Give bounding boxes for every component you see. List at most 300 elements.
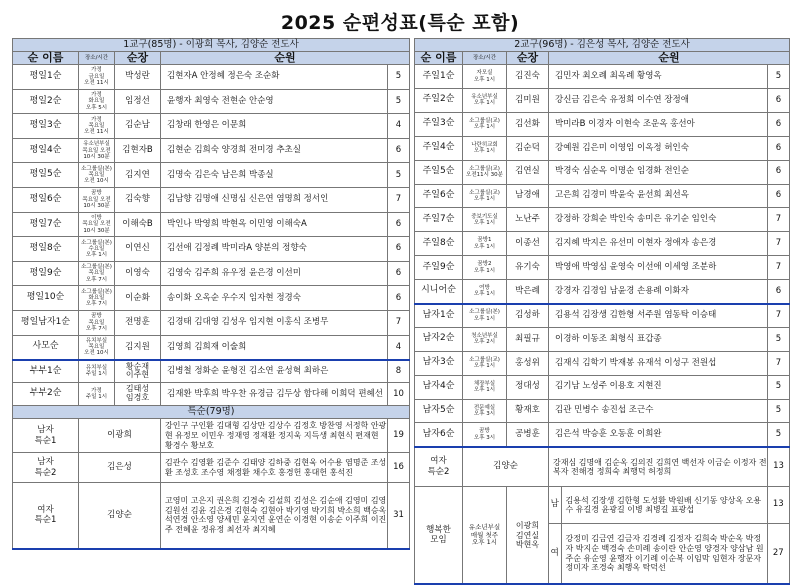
- group-schedule: [463, 232, 507, 256]
- group-name: 주일3순: [415, 112, 463, 136]
- group-name: 주일4순: [415, 136, 463, 160]
- group-row: [415, 160, 790, 184]
- member-count: 6: [767, 184, 789, 208]
- member-count: 7: [767, 232, 789, 256]
- col-group-name: 순 이름: [415, 52, 463, 65]
- schedule-line: 오후 7시: [85, 301, 108, 308]
- group-schedule: [463, 65, 507, 89]
- page-title: 2025 순편성표(특순 포함): [280, 12, 520, 34]
- schedule-line: 소그룹실(본): [81, 165, 112, 172]
- schedule-line: 수요일: [88, 245, 105, 252]
- schedule-line: 오후 7시: [85, 276, 108, 283]
- special-name-line: 여자: [37, 504, 54, 515]
- women-label: 여: [549, 523, 561, 583]
- leader-line: 박현옥: [515, 540, 540, 550]
- group-name: 주일7순: [415, 208, 463, 232]
- schedule-line: 중보기도실: [471, 213, 498, 220]
- group-row: [415, 256, 790, 280]
- special-members: 강재심 김명애 김순옥 김의진 김희연 백선자 이금순 이정자 전복자 전해경 정희숙 최행덕 허정희: [549, 447, 768, 487]
- col-schedule: 장소/시간: [79, 52, 115, 65]
- schedule-line: 10시 30분: [83, 203, 110, 210]
- member-list: 박영애 박영심 윤영숙 이선애 이세영 조분하: [549, 256, 768, 280]
- col-leader: 순장: [115, 52, 161, 65]
- schedule-line: 주일 1시: [85, 371, 108, 378]
- group-row: [13, 89, 410, 114]
- leader-name: 김순덕: [507, 136, 549, 160]
- schedule-line: 금요일: [88, 73, 105, 80]
- group-name: 평일2순: [13, 89, 79, 114]
- group-schedule: [79, 360, 115, 383]
- special-members: 고영미 고은지 권은희 김경숙 김설희 김성은 김순애 김영미 김영 김원선 김윤 김은경 김현숙 김현아 박기영 박기희 박소희 백승옥 석연경 안소영 양세민 윤지연 윤연순 이경현 이송순 이주희 이진주 전혜윤 정유정 최선자 최지혜: [161, 483, 388, 549]
- schedule-line: 청소년부실: [471, 333, 498, 340]
- col-members: 순원: [161, 52, 410, 65]
- group-schedule: [463, 304, 507, 328]
- group-row: [13, 286, 410, 311]
- schedule-line: 체장부실: [473, 380, 496, 387]
- group-schedule: [79, 138, 115, 163]
- member-list: 김현자A 안정혜 정은숙 조순화: [161, 65, 388, 90]
- group-schedule: [463, 423, 507, 447]
- member-list: 강예원 김은미 이영임 이옥정 허인숙: [549, 136, 768, 160]
- group-row: [13, 261, 410, 286]
- group-row: [13, 114, 410, 139]
- schedule-line: 오후 1시: [473, 243, 496, 250]
- group-row: [13, 138, 410, 163]
- special-leader: 김양순: [79, 483, 161, 549]
- women-members: 강정미 김금연 김금자 김경례 김정자 김희숙 박순옥 박정자 박지순 백경숙 손미례 송이란 안순영 양경자 양삼남 원주순 유순영 윤행자 이기례 이순복 이임막 임현자 장문자 정미자 조경숙 최행옥 탁덕선: [561, 523, 767, 583]
- member-list: 송이화 오옥순 우수지 임자현 정경숙: [161, 286, 388, 311]
- schedule-line: 목요일: [88, 319, 105, 326]
- member-list: 김용석 김장생 김한형 서주원 염동탁 이승태: [549, 304, 768, 328]
- group-row: [13, 212, 410, 237]
- schedule-line: 오전11시 30분: [466, 172, 503, 179]
- member-count: 5: [767, 399, 789, 423]
- member-count: 5: [767, 65, 789, 89]
- special-name: [415, 447, 463, 487]
- group-name: 남자5순: [415, 399, 463, 423]
- special-name-line: 남자: [37, 425, 54, 436]
- special-row: [13, 453, 410, 483]
- schedule-line: 오후 1시: [473, 100, 496, 107]
- schedule-line: 오후 1시: [85, 252, 108, 259]
- member-count: 6: [767, 280, 789, 304]
- member-count: 5: [387, 89, 409, 114]
- men-members: 김용석 김장생 김한형 도성환 박원배 신기동 양상옥 오용수 유길경 윤광길 이병 최병길 표광섭: [561, 487, 767, 523]
- schedule-line: 꿈방: [91, 313, 102, 320]
- group-row: [415, 399, 790, 423]
- member-count: 8: [387, 360, 409, 383]
- group-schedule: [463, 112, 507, 136]
- leader-name: 최필규: [507, 327, 549, 351]
- leader-name: 김현자B: [115, 138, 161, 163]
- group-name: 남자2순: [415, 327, 463, 351]
- member-count: 5: [387, 163, 409, 188]
- member-count: 6: [767, 160, 789, 184]
- member-count: 7: [767, 304, 789, 328]
- member-list: 김현순 김희숙 양경희 전미경 추초실: [161, 138, 388, 163]
- group-schedule: [463, 208, 507, 232]
- member-count: 6: [387, 212, 409, 237]
- schedule-line: 오후 1시: [473, 195, 496, 202]
- member-list: 김기남 노성주 이용호 지현진: [549, 375, 768, 399]
- couple-leaders: [507, 487, 549, 585]
- member-count: 5: [387, 65, 409, 90]
- schedule-line: 오후 7시: [85, 325, 108, 332]
- district1-header: 1교구(85명) - 이광희 목사, 김양순 전도사: [13, 39, 410, 52]
- schedule-line: 목요일 오전: [82, 147, 111, 154]
- special-name-line: 특순1: [34, 515, 57, 526]
- group-name: 부부1순: [13, 360, 79, 383]
- schedule-line: 유치부실: [85, 365, 108, 372]
- group-schedule: [463, 160, 507, 184]
- leader-line: 임경호: [125, 393, 150, 403]
- leader-name: 김지연: [115, 163, 161, 188]
- group-name: 평일남자1순: [13, 311, 79, 336]
- group-name: 남자4순: [415, 375, 463, 399]
- group-row: [13, 335, 410, 360]
- leader-name: 박은례: [507, 280, 549, 304]
- special-leader: 김양순: [463, 447, 549, 487]
- couple-members-cell: [549, 487, 790, 585]
- schedule-line: 여방: [479, 284, 490, 291]
- group-schedule: [79, 163, 115, 188]
- group-name: 평일10순: [13, 286, 79, 311]
- special-row: [415, 447, 790, 487]
- schedule-line: 목요일: [88, 270, 105, 277]
- group-schedule: [463, 88, 507, 112]
- special-count: 13: [767, 447, 789, 487]
- men-count: 13: [767, 487, 789, 523]
- group-name: 주일1순: [415, 65, 463, 89]
- member-count: 7: [767, 208, 789, 232]
- schedule-line: 꿈방: [91, 190, 102, 197]
- group-schedule: [79, 311, 115, 336]
- leader-name: 전명훈: [115, 311, 161, 336]
- leader-name: 이영숙: [115, 261, 161, 286]
- leader-name: 김연실: [507, 160, 549, 184]
- group-name: 남자1순: [415, 304, 463, 328]
- special-name: [13, 419, 79, 453]
- special-name: [13, 453, 79, 483]
- schedule-line: 소그룹실(교): [469, 165, 500, 172]
- schedule-line: 목요일 오전: [82, 221, 111, 228]
- group-row: [13, 237, 410, 262]
- group-name: 남자6순: [415, 423, 463, 447]
- group-row: [13, 188, 410, 213]
- leader-line: 김연실: [515, 530, 540, 540]
- col-group-name: 순 이름: [13, 52, 79, 65]
- schedule-line: 오후 1시: [473, 363, 496, 370]
- group-name: 주일5순: [415, 160, 463, 184]
- leader-name: 이연신: [115, 237, 161, 262]
- member-count: 4: [387, 335, 409, 360]
- group-schedule: [463, 375, 507, 399]
- special-row: [13, 483, 410, 549]
- member-count: 4: [387, 114, 409, 139]
- schedule-line: 유소년부실: [83, 141, 110, 148]
- member-list: 고은희 김경미 박윤숙 윤선희 최선옥: [549, 184, 768, 208]
- member-count: 6: [767, 88, 789, 112]
- leader-name: 김선화: [507, 112, 549, 136]
- special-leader: 이광희: [79, 419, 161, 453]
- group-row: [415, 232, 790, 256]
- special-count: 31: [387, 483, 409, 549]
- schedule-line: 오후 3시: [473, 411, 496, 417]
- group-schedule: [79, 286, 115, 311]
- member-list: 김병철 정화순 윤형진 김소연 윤성혁 최하은: [161, 360, 388, 383]
- group-row: [415, 184, 790, 208]
- schedule-line: 오후 1시: [473, 267, 496, 274]
- schedule-line: 가정: [91, 387, 102, 394]
- leader-name: 노난주: [507, 208, 549, 232]
- group-schedule: [463, 351, 507, 375]
- group-name: 주일9순: [415, 256, 463, 280]
- schedule-line: 소그룹실(본): [81, 239, 112, 246]
- group-schedule: [79, 89, 115, 114]
- group-name: 평일4순: [13, 138, 79, 163]
- schedule-line: 오후 3시: [473, 434, 496, 441]
- schedule-line: 오후 1시: [473, 124, 496, 131]
- member-count: 5: [767, 423, 789, 447]
- group-row: [415, 88, 790, 112]
- group-schedule: [79, 335, 115, 360]
- member-list: 강경자 김경임 남윤경 손용례 이화자: [549, 280, 768, 304]
- special-name: [13, 483, 79, 549]
- schedule-line: 이방: [91, 214, 102, 221]
- member-list: 김재식 김학기 박재봉 유재석 이성구 전원섭: [549, 351, 768, 375]
- schedule-line: 꿈방: [479, 428, 490, 435]
- group-name: 부부2순: [13, 383, 79, 406]
- col-leader: 순장: [507, 52, 549, 65]
- group-schedule: [463, 399, 507, 423]
- member-count: 6: [387, 286, 409, 311]
- col-schedule: 장소/시간: [463, 52, 507, 65]
- leader-name: 이종선: [507, 232, 549, 256]
- schedule-line: 나란히교회: [471, 141, 498, 148]
- member-count: 6: [387, 261, 409, 286]
- leader-name: 김성하: [507, 304, 549, 328]
- schedule-line: 소그룹실(본): [469, 309, 500, 316]
- member-list: 김지혜 박지은 유선미 이현자 정애자 송은경: [549, 232, 768, 256]
- leader-name: 정대성: [507, 375, 549, 399]
- schedule-line: 전문예실: [473, 404, 496, 411]
- leader-name: 김숙향: [115, 188, 161, 213]
- member-count: 6: [387, 237, 409, 262]
- group-row: [13, 65, 410, 90]
- schedule-line: 오후 5시: [85, 104, 108, 111]
- schedule-line: 오후 1시: [473, 291, 496, 298]
- group-schedule: [79, 237, 115, 262]
- district2-panel: [414, 38, 790, 585]
- couple-members-table: [549, 487, 789, 583]
- couple-group-row: [415, 487, 790, 585]
- member-list: 이경하 이동조 최형식 표갑종: [549, 327, 768, 351]
- group-name: 평일9순: [13, 261, 79, 286]
- special-header-row: [13, 406, 410, 419]
- member-count: 5: [767, 327, 789, 351]
- group-schedule: [79, 212, 115, 237]
- schedule-line: 매월 첫주: [470, 530, 499, 539]
- group-name: 평일3순: [13, 114, 79, 139]
- schedule-line: 오후 2시: [473, 339, 496, 346]
- special-name-line: 특순1: [34, 435, 57, 446]
- group-schedule: [79, 188, 115, 213]
- schedule-line: 소그룹실(교): [469, 189, 500, 196]
- special-name-line: 남자: [37, 457, 54, 468]
- group-name: 평일6순: [13, 188, 79, 213]
- district1-table: [12, 38, 410, 550]
- member-list: 김경태 김대영 김성우 임지현 이홍식 조병무: [161, 311, 388, 336]
- special-header: 특순(79명): [13, 406, 410, 419]
- couple-name-line: 모임: [430, 535, 447, 546]
- group-name: 평일8순: [13, 237, 79, 262]
- schedule-line: 화요일: [88, 98, 105, 105]
- group-name: 사모순: [13, 335, 79, 360]
- group-schedule: [463, 136, 507, 160]
- leader-name: 공병훈: [507, 423, 549, 447]
- member-list: 김관 민병수 송진섭 조근수: [549, 399, 768, 423]
- leader-name: 김지원: [115, 335, 161, 360]
- group-name: 평일1순: [13, 65, 79, 90]
- schedule-line: 유치부실: [85, 337, 108, 344]
- leader-name: 남경애: [507, 184, 549, 208]
- group-row: [415, 304, 790, 328]
- leader-name: [115, 360, 161, 383]
- member-count: 7: [387, 311, 409, 336]
- schedule-line: 오후 1시: [473, 76, 496, 83]
- couple-schedule: [463, 487, 507, 585]
- schedule-line: 목요일: [88, 172, 105, 179]
- group-schedule: [79, 65, 115, 90]
- schedule-line: 유소년부실: [471, 94, 498, 101]
- group-name: 주일8순: [415, 232, 463, 256]
- group-schedule: [79, 261, 115, 286]
- leader-name: 홍성위: [507, 351, 549, 375]
- group-row: [415, 112, 790, 136]
- schedule-line: 꿈방2: [477, 261, 492, 268]
- member-list: 박미라B 이경자 이현숙 조운옥 홍선아: [549, 112, 768, 136]
- group-row: [13, 163, 410, 188]
- member-list: 김영숙 김주희 유우정 윤은경 이선미: [161, 261, 388, 286]
- schedule-line: 목요일: [88, 122, 105, 129]
- couple-total: 27: [767, 523, 789, 583]
- special-count: 16: [387, 453, 409, 483]
- district1-panel: [12, 38, 410, 550]
- schedule-line: 소그룹실(본): [81, 264, 112, 271]
- schedule-line: 목요일 오전: [82, 196, 111, 203]
- schedule-line: 소그룹실(교): [469, 118, 500, 124]
- member-count: 6: [767, 136, 789, 160]
- group-row: [415, 280, 790, 304]
- member-list: 김재환 박후희 박우찬 유경금 김두상 함다해 이희덕 편혜선: [161, 383, 388, 406]
- member-count: 10: [387, 383, 409, 406]
- leader-line: 이주현: [125, 370, 150, 380]
- schedule-line: 목요일: [88, 344, 105, 351]
- schedule-line: 오전 10시: [84, 350, 109, 357]
- schedule-line: 꿈방1: [477, 237, 492, 244]
- leader-line: 이광희: [515, 520, 540, 530]
- special-name-line: 여자: [430, 456, 447, 467]
- schedule-line: 소그룹실(교): [469, 356, 500, 363]
- couple-group-name: [415, 487, 463, 585]
- schedule-line: 오후 1시: [471, 538, 498, 547]
- schedule-line: 가정: [91, 67, 102, 74]
- schedule-line: 오후 1시: [473, 148, 496, 155]
- leader-name: 이순화: [115, 286, 161, 311]
- special-members: 김관수 김영환 김준수 김태양 김하중 김현욱 어수용 염명준 조성환 조성호 조수영 채정환 채수호 홍경헌 홍대헌 홍석진: [161, 453, 388, 483]
- schedule-line: 소그룹실(본): [81, 288, 112, 295]
- member-count: 7: [767, 351, 789, 375]
- group-schedule: [463, 184, 507, 208]
- leader-name: 김순남: [115, 114, 161, 139]
- group-row: [415, 351, 790, 375]
- schedule-line: 오전 11시: [84, 80, 109, 87]
- leader-name: [115, 383, 161, 406]
- schedule-line: 가정: [91, 92, 102, 99]
- leader-name: 김진숙: [507, 65, 549, 89]
- special-name-line: 특순2: [34, 467, 57, 478]
- group-schedule: [79, 383, 115, 406]
- group-name: 평일7순: [13, 212, 79, 237]
- member-list: 김영희 김희재 이술희: [161, 335, 388, 360]
- schedule-line: 10시 30분: [83, 227, 110, 234]
- schedule-line: 오후 1시: [473, 315, 496, 322]
- group-schedule: [463, 280, 507, 304]
- men-label: 남: [549, 487, 561, 523]
- special-members: 강인구 구인환 김대형 김상만 김상수 김정호 방찬영 서정학 안광현 유정모 이민우 정재영 정재환 정지욱 지득생 최현식 편재현 황경수 황보호: [161, 419, 388, 453]
- special-row: [13, 419, 410, 453]
- group-row: [415, 65, 790, 89]
- group-row: [415, 327, 790, 351]
- special-name-line: 특순2: [427, 467, 450, 478]
- member-count: 6: [387, 138, 409, 163]
- member-list: 김은석 박승훈 오동훈 이희완: [549, 423, 768, 447]
- district2-header: 2교구(96명) - 김은성 목사, 김양순 전도사: [415, 39, 790, 52]
- member-count: 7: [387, 188, 409, 213]
- member-list: 박경숙 심순옥 이명순 임경화 전인순: [549, 160, 768, 184]
- leader-name: 이해숙B: [115, 212, 161, 237]
- member-list: 김선애 김정례 박미라A 양분의 정향숙: [161, 237, 388, 262]
- group-row: [415, 208, 790, 232]
- group-schedule: [463, 327, 507, 351]
- member-list: 강정하 강희순 박인숙 송미은 유기순 임인숙: [549, 208, 768, 232]
- group-row: [13, 360, 410, 383]
- group-name: 주일6순: [415, 184, 463, 208]
- schedule-line: 오후 1시: [473, 219, 496, 226]
- member-count: 7: [767, 256, 789, 280]
- member-list: 윤행자 최영숙 전현순 안순영: [161, 89, 388, 114]
- group-schedule: [79, 114, 115, 139]
- schedule-line: 오전 10시: [84, 178, 109, 185]
- schedule-line: 유소년부실: [468, 523, 501, 532]
- leader-name: 박성란: [115, 65, 161, 90]
- leader-line: 김태성: [125, 384, 150, 394]
- leader-name: 유기숙: [507, 256, 549, 280]
- group-row: [415, 423, 790, 447]
- couple-name-line: 행복한: [426, 524, 451, 535]
- group-name: 시니어순: [415, 280, 463, 304]
- group-name: 주일2순: [415, 88, 463, 112]
- leader-name: 황재호: [507, 399, 549, 423]
- group-name: 남자3순: [415, 351, 463, 375]
- member-count: 6: [767, 112, 789, 136]
- group-schedule: [463, 256, 507, 280]
- schedule-line: 화요일: [88, 295, 105, 302]
- leader-name: 임정선: [115, 89, 161, 114]
- group-row: [13, 383, 410, 406]
- member-count: 5: [767, 375, 789, 399]
- schedule-line: 오전 11시: [84, 129, 109, 136]
